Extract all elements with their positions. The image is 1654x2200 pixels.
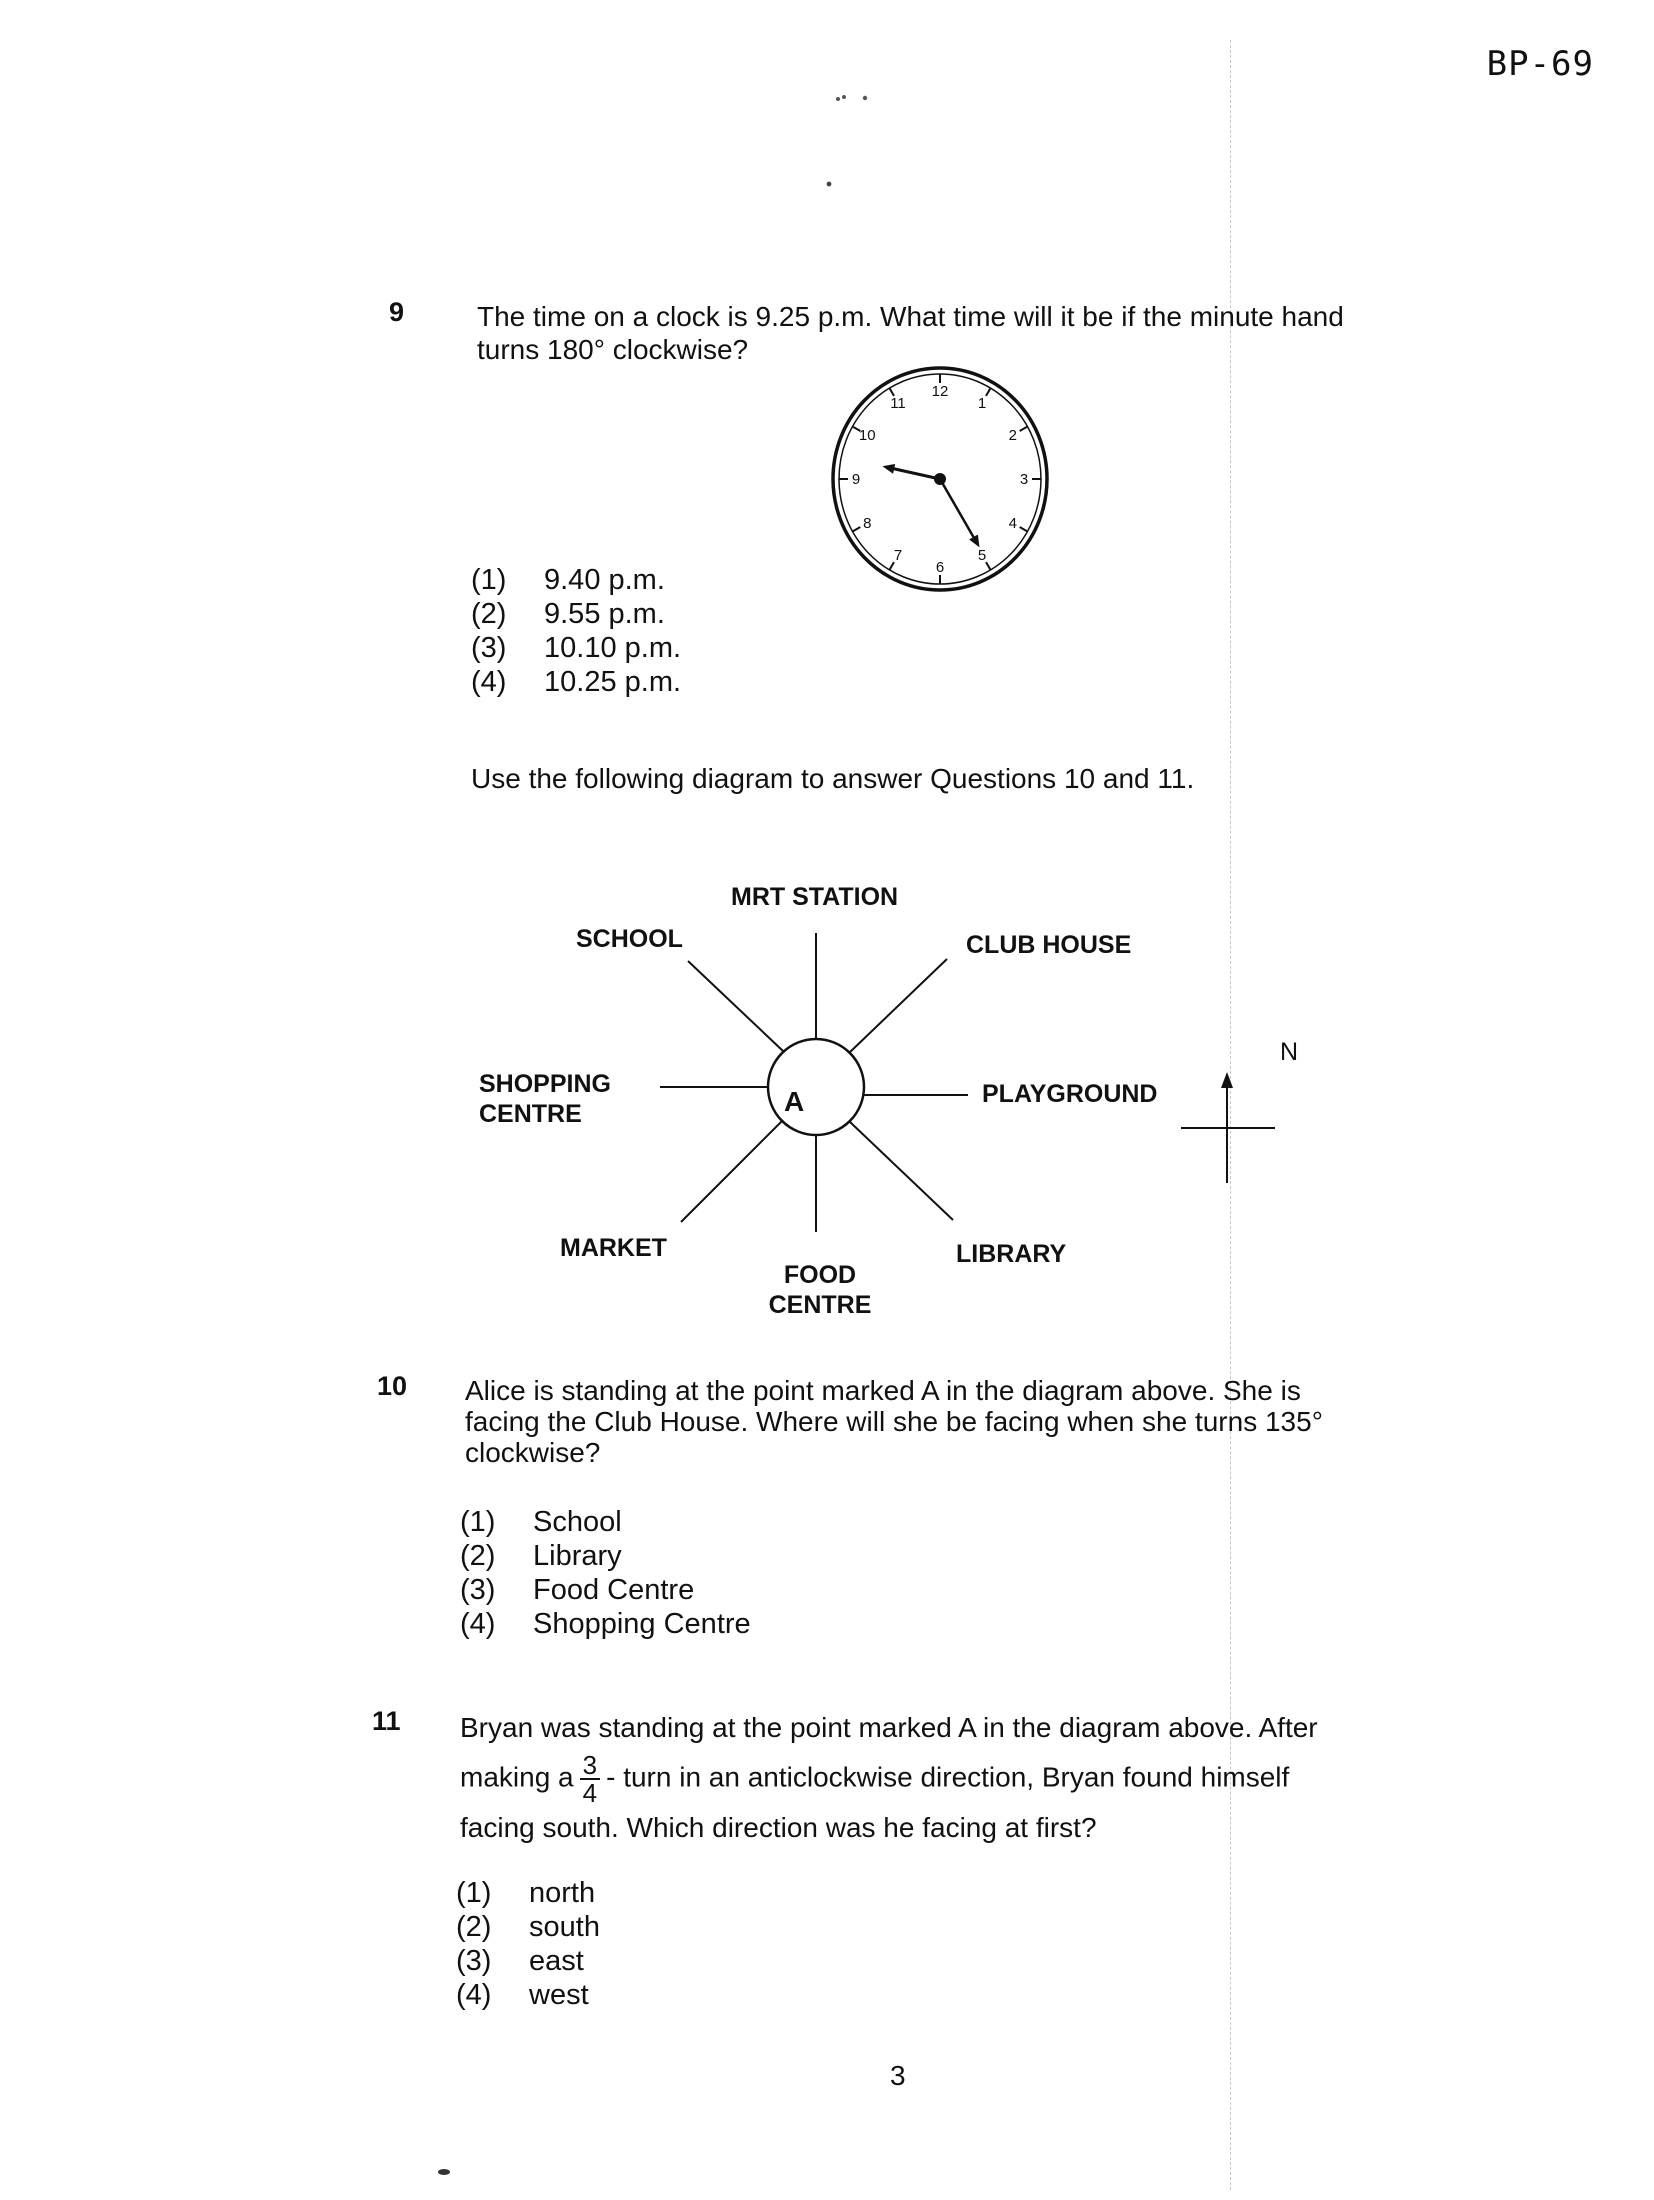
option-9-4[interactable]: (4) 10.25 p.m.: [471, 666, 682, 698]
label-playground: PLAYGROUND: [982, 1080, 1158, 1108]
option-9-1[interactable]: (1) 9.40 p.m.: [471, 564, 665, 596]
question-11-line-2: making a $\frac{3}{4}$ - turn in an anticlockwise direction, Bryan found himself: [460, 1750, 1290, 1808]
clock-number: 6: [935, 559, 945, 576]
clock-center-pin: [934, 473, 946, 485]
question-11-number: 11: [372, 1706, 401, 1736]
label-club-house: CLUB HOUSE: [966, 931, 1132, 959]
fraction-three-quarters: $\frac{3}{4}$: [580, 1752, 600, 1806]
label-mrt-station: MRT STATION: [731, 883, 899, 911]
line-southwest: [681, 1120, 783, 1222]
label-food-centre: FOOD CENTRE: [768, 1261, 872, 1319]
option-11-4[interactable]: (4) west: [456, 1979, 589, 2011]
question-9-line-2: turns 180° clockwise?: [477, 334, 749, 365]
question-10-text: [465, 1375, 1365, 1468]
clock-tick: [1020, 427, 1028, 432]
question-10-number: 10: [377, 1371, 408, 1401]
label-shopping-centre: SHOPPING CENTRE: [479, 1070, 611, 1128]
option-9-3[interactable]: (3) 10.10 p.m.: [471, 632, 682, 664]
question-11-text: [460, 1710, 1370, 1846]
option-10-3[interactable]: (3) Food Centre: [460, 1574, 695, 1606]
line-southeast: [850, 1122, 953, 1220]
clock-number: 5: [977, 547, 987, 565]
question-11-options: [456, 1876, 600, 2012]
clock-number: 7: [893, 547, 903, 565]
clock-number: 4: [1008, 515, 1017, 532]
option-11-3[interactable]: (3) east: [456, 1945, 584, 1977]
line-northwest: [688, 961, 783, 1051]
question-10-line-3: clockwise?: [465, 1437, 601, 1468]
option-9-2[interactable]: (2) 9.55 p.m.: [471, 598, 665, 630]
option-10-1[interactable]: (1) School: [460, 1506, 622, 1538]
page-code: BP-69: [1486, 44, 1594, 84]
line-northeast: [849, 959, 947, 1053]
clock-hour-hand-arrow: [882, 464, 895, 474]
option-11-2[interactable]: (2) south: [456, 1911, 600, 1943]
clock-tick: [986, 562, 991, 570]
question-9-options: [471, 563, 681, 699]
clock-tick: [1020, 527, 1028, 532]
label-school: SCHOOL: [576, 925, 683, 953]
scan-specks: [820, 85, 880, 195]
label-library: LIBRARY: [956, 1240, 1067, 1268]
question-9-line-1: The time on a clock is 9.25 p.m. What time will it be if the minute hand: [477, 301, 1344, 332]
clock-tick: [986, 388, 991, 396]
clock-diagram: [829, 364, 1051, 594]
question-11-line-3: facing south. Which direction was he facing at first?: [460, 1812, 1097, 1843]
scan-speck-bottom: [436, 2168, 456, 2178]
compass-north-label: N: [1280, 1038, 1299, 1066]
clock-number: 9: [851, 471, 861, 488]
option-10-2[interactable]: (2) Library: [460, 1540, 622, 1572]
label-point-a: A: [784, 1086, 805, 1117]
north-arrow-icon: [1221, 1072, 1233, 1088]
question-11-line-1: Bryan was standing at the point marked A in the diagram above. After: [460, 1712, 1318, 1743]
clock-number: 1: [977, 394, 987, 412]
clock-tick: [853, 527, 861, 532]
diagram-instructions: Use the following diagram to answer Questions 10 and 11.: [471, 763, 1195, 794]
label-market: MARKET: [560, 1234, 667, 1262]
clock-number: 10: [858, 427, 876, 444]
clock-number: 11: [890, 394, 906, 412]
clock-hour-hand: [886, 467, 940, 479]
clock-number: 2: [1008, 427, 1017, 444]
question-10-line-1: Alice is standing at the point marked A in the diagram above. She is: [465, 1375, 1301, 1406]
question-9-text: [477, 300, 1377, 366]
question-10-line-2: facing the Club House. Where will she be facing when she turns 135°: [465, 1406, 1323, 1437]
clock-number: 12: [931, 383, 949, 400]
clock-minute-hand: [940, 479, 978, 544]
clock-number: 3: [1019, 471, 1029, 488]
question-9-number: 9: [389, 297, 405, 327]
clock-number: 8: [863, 515, 872, 532]
question-10-options: [460, 1505, 751, 1641]
page-number: 3: [890, 2060, 906, 2091]
option-11-1[interactable]: (1) north: [456, 1877, 596, 1909]
option-10-4[interactable]: (4) Shopping Centre: [460, 1608, 751, 1640]
